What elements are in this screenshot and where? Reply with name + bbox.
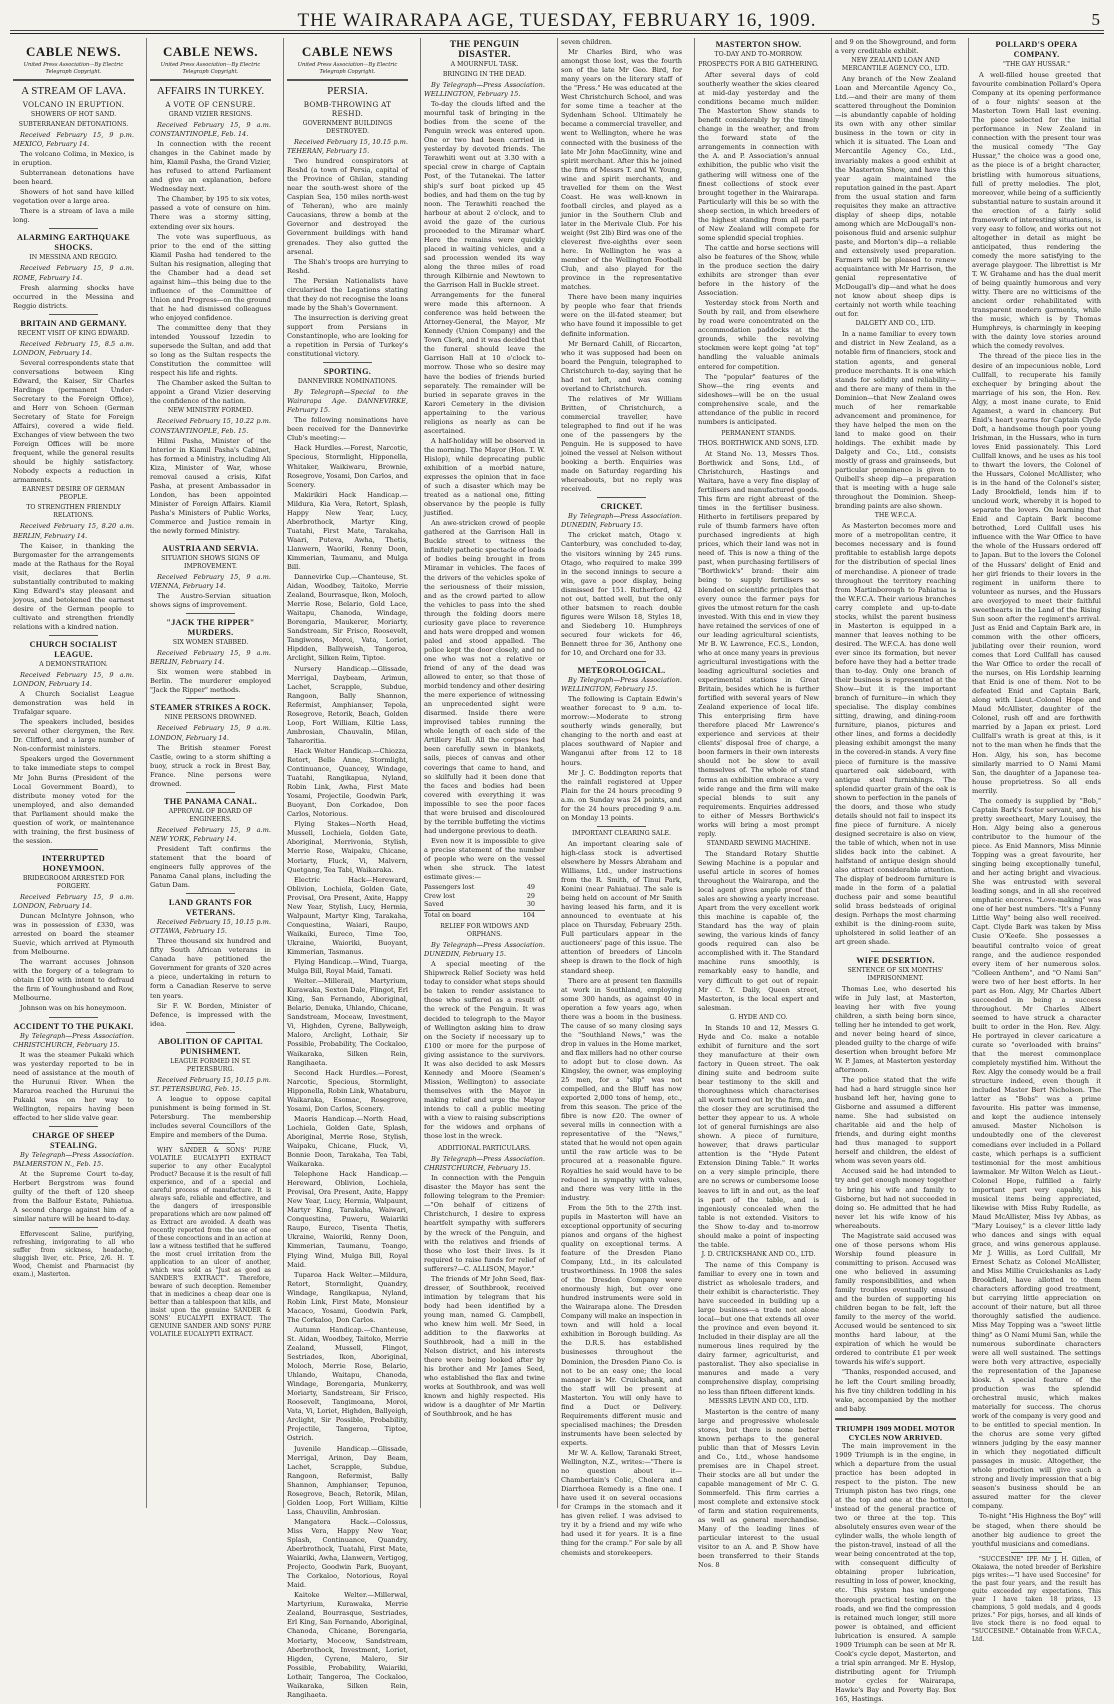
- paragraph: In Stands 10 and 12, Messrs G. Hyde and Co. make a notable exhibit of furniture and the sort they manufacture at their own factory in Queen street. The oak dining suite and bedroom suite bear testimony to the skill and thoroughness which characterises all work turned out by the firm, and the closer they are scrutinised the better they appear to us. A whole lot of general furnishings are also shown. A piece of furniture, however, that draws particular attention is the "Hyde Patent Extension Dining Table." It works on a very simple principle, there are no screws or cumbersome loose leaves to lift in and out, as the leaf is part of the table, and is ingeniously concealed when the table is not extended. Visitors to the Show to-day and to-morrow should make a point of inspecting the table.: [698, 1023, 819, 1249]
- casualty-list: [424, 883, 545, 919]
- paragraph: The following is Captain Edwin's weather forecast to 9 a.m. to-morrow:—Moderate to strong southerly winds generally, but changing to the north and east at places southward of Napier and Wanganui after from 12 to 18 hours.: [561, 695, 682, 767]
- paragraph: The Austro-Servian situation shows signs of improvement.: [150, 592, 271, 610]
- paragraph: The friends of Mr John Seed, flax-dresser, of Southbrook, received intimation by telegram that his body had been identified by a young man, named G. Campbell, who knew him well. Mr Seed, in addition to the flaxworks at Southbrook, had a mill in the Nelson district, and his interests there were being looked after by his brother and Mr James Seed, who established the flax and twine works at Southbrook, and was well known and highly respected. His widow is a daughter of Mr Martin of Southbrook, and he has: [424, 1274, 545, 1419]
- column-6: [695, 38, 822, 1570]
- paragraph: Hack Hurdles.—Forest, Narcotic, Specious, Stormlight, Hipponella, Whitaker, Waikiwaru, Brownie, Rosegrove, Yosami, Don Carlos, and Scenery.: [287, 444, 408, 489]
- divider: [1011, 1552, 1063, 1553]
- divider: [49, 849, 97, 850]
- article-subheading: VOLCANO IN ERUPTION.: [22, 100, 125, 109]
- paragraph: A well-filled house greeted that favourite combination Pollard's Opera Company at its opening performance of a four nights' season at the Masterton Town Hall last evening. The piece selected for the initial performance in New Zealand in connection with the present tour was the musical comedy "The Gay Hussar," the choice was a good one, as the piece is of a bright character, bristling with humorous situations, full of pretty melodies. The plot, moreover, while being of a sufficiently substantial nature to sustain around it the erection of a fairly solid framework of interesting situations, is very easy to follow, and works out not altogether in detail as might be anticipated, thus rendering the comedy the more satisfying to the average playgoer. The librettist is Mr T. W. Grahame and has the dual merit of being quaintly humorous and very witty. There are no witticisms of the ancient order rehabilitated with transparent modern garments, while the music, which is by Thomas Humphreys, is charmingly in keeping with the dainty love stories around which the comedy revolves.: [972, 71, 1101, 351]
- credit-line: United Press Association—By Electric Telegraph Copyright.: [297, 62, 398, 75]
- section-heading: CABLE NEWS: [301, 44, 394, 59]
- article-title: IMPORTANT CLEARING SALE.: [572, 829, 671, 837]
- article-title: BRITAIN AND GERMANY.: [20, 318, 127, 328]
- paragraph: Electric Hack—Hereward, Oblivion, Lochiela, Golden Gate, Provisal, Ora Present, Axite, Happy New Year, Stylish, Lucy, Hermia, Walpaunt, Martyr King, Tarakaha, Conquestina, Waiari, Raupo, Waikaiki, Eureco, Time Too, Ukraine, Waioriki, Buoyant, Kimmerian, Tasmanus.: [287, 875, 408, 956]
- list-item: Total on board 104: [424, 910, 545, 920]
- dateline: Received February 15, 9 p.m. MEXICO, February 14.: [13, 131, 134, 149]
- divider: [835, 1418, 956, 1420]
- paragraph: Tuparoa Hack Welter.—Mildura, Retort, Stormlight, Quandry, Windage, Rangikapua, Nyland, Robin Link, First Mate, Monsieur Macaco, Yosami, Goodwin Park, The Corkaloo, Don Carlos.: [287, 1270, 408, 1324]
- credit-line: United Press Association—By Electric Telegraph Copyright.: [23, 62, 124, 75]
- paragraph: The Persian Nationalists have circularised the Legations stating that they do not recognise the loans made by the Shah's Government.: [287, 276, 408, 312]
- article-title: SPORTING.: [323, 367, 372, 377]
- article-title: INTERRUPTED HONEYMOON.: [42, 853, 105, 873]
- divider: [49, 635, 97, 636]
- article-subheading: A VOTE OF CENSURE.: [165, 100, 256, 109]
- masthead-rule: [10, 30, 1104, 31]
- paragraph: Flying Stakes—North Head, Mussell, Lochiela, Golden Gate, Aboriginal, Merrivonia, Stylish, Merrie Rose, Waipaku, Chicane, Moriarty, Fluck, Vi, Malvern, Quetgang, Tea Tabi, Waikaraka.: [287, 820, 408, 874]
- paragraph: Thomas Lee, who deserted his wife in July last, at Masterton, leaving her with five young children, a sixth being born since, telling her he intended to get work, and never being heard of since, pleaded guilty to the charge of wife desertion when brought before Mr W. P. James, at Masterton yesterday afternoon.: [835, 984, 956, 1074]
- paragraph: Autumn Handicap.—Chanteuse, St. Aidan, Woodbey, Taitoko, Merrie Zealand, Mussell, Flingot, Sestriades, Ikon, Aboriginal, Moloch, Merrie Rose, Belario, Uhlando, Waitapu, Chanoda, Windage, Borengaria, Munkerry, Moriarty, Sandstream, Sir Frisco, Roosevelt, Tangimoana, Moroi, Vata, Vi, Loriet, Highden, Ballyeigh, Arclight, Sir Possible, Probability, Projectile, Tangeroa, Tiptoe, Ostrich.: [287, 1325, 408, 1443]
- paragraph: From the 5th to the 27th inst. pupils in Masterton will have an exceptional opportunity of securing pianos and organs of the highest quality on exceptional terms. A feature of the Dresden Piano Company, Ltd., in its calculated trustworthiness. In 1908 the sales of the Dresden Company were enormously high, but over one hundred instruments were sold in the Wairarapa alone. The Dresden Company will make an inspection in town and will hold a local exhibition in Borough building. As the D.R.S. has established businesses throughout the Dominion, the Dresden Piano Co. is not to be an easy one; the local manager is Mr. Cruickshank, and the staff will be present at Masterton. You will only have to find a Duct or Delivery. Requirements different music and specialised machines; the Dresden instruments have been selected by experts.: [561, 1203, 682, 1447]
- article-title: LAND GRANTS FOR VETERANS.: [168, 898, 253, 918]
- paragraph: Mr Charles Bird, who was amongst those lost, was the fourth son of the late Mr Geo. Bird, for many years on the literary staff of the "Press." He was educated at the West Christchurch School, and was for some time a teacher at the Sydenham School. Ultimately he became a commercial traveller, and went to Wellington, where he was connected with the business of the late Mr John MacGinnity, wine and spirit merchant. After this he joined the firm of Messrs T. and W. Young, wine and spirit merchants, and travelled for them on the West Coast. He was well-known in football circles, and played as a junior in the Southern Club and later in the Merivale Club. For his weight (9st 2lb) Bird was one of the cleverest five-eighths ever seen here. In Wellington he was a member of the Wellington Football Club, and also played for the province in the representative matches.: [561, 48, 682, 292]
- article-title: AFFAIRS IN TURKEY.: [156, 85, 265, 97]
- divider: [186, 613, 234, 614]
- list-item: Passengers lost 49: [424, 883, 535, 892]
- paragraph: The British steamer Forest Castle, owing to a storm shifting a buoy, struck a rock in Brest Bay, France. Nine persons were drowned.: [150, 743, 271, 788]
- dateline: By Telegraph—Press Association. WELLINGTON, February 15.: [424, 81, 545, 99]
- paragraph: To-day the clouds lifted and the mournful task of bringing in the bodies from the scene of the Penguin wreck was entered upon. One or two had been carried in yesterday by devoted friends. The Terawhiti went out at 3.30 with a special crew in charge of Captain Post, of the Tutanekai. The latter ship's surf boat picked up 45 bodies, and had them on the tug by noon. The Terawhiti reached the harbour at about 2 o'clock, and to avoid the gaze of the curious proceeded to the Miramar wharf. Here the remains were quickly placed in waiting vehicles, and a sad procession wended its way along the three miles of road through Kilbirnie and Newtown to the Garrison Hall in Buckle street.: [424, 100, 545, 290]
- paragraph: Masterton is the centre of many large and progressive wholesale stores, but there is none better known perhaps to the general public than that of Messrs Levin and Co., Ltd., whose handsome premises are in Chapel street. Their stocks are all but under the capable management of Mr C. G. Sommerfeld. This firm carries a most complete and extensive stock of farm and station requirements, as well as general merchandise. Many of the leading lines of particular interest to the usual visitor to an A. and P. Show have been transferred to their Stands Nos. 8: [698, 1407, 819, 1570]
- dateline: Received February 15, 9 a.m. NEW YORK, February 14.: [150, 825, 271, 843]
- article-subheading: BRIDEGROOM ARRESTED FOR FORGERY.: [22, 874, 125, 890]
- paragraph: Nursery Handicap.—Glissade, Merrigal, Daybeam, Arimun, Lachet, Scrapple, Subdue, Rangoon, Bally Shannon, Refermist, Amphianser, Tepola, Rosegrove, Retorik, Beach, Golden Loop, Fort William, Kiltie Lass, Ambrosian, Chauvalin, Milan, Taharoritia.: [287, 664, 408, 745]
- page-number: 5: [1091, 10, 1100, 29]
- article-title: METEOROLOGICAL.: [577, 666, 666, 676]
- paragraph: Flying Handicap.—Wind, Tuarga, Mulga Bill, Royal Maid, Tamati.: [287, 958, 408, 976]
- paragraph: Fresh alarming shocks have occurred in the Messina and Reggio districts.: [13, 283, 134, 310]
- article-subheading: RELIEF FOR WIDOWS AND ORPHANS.: [440, 923, 529, 939]
- column-3: [284, 38, 411, 1699]
- divider: [186, 539, 234, 540]
- article-subheading: G. HYDE AND CO.: [729, 1013, 788, 1021]
- paragraph: Speakers urged the Government to take immediate steps to compel Mr John Burns (President of the Local Government Board), to distribute money voted for the unemployed, and also demanded that Parliament should make the question of work, or maintenance with training, the first business of the session.: [13, 755, 134, 845]
- article-subheading: THE W.F.C.A.: [874, 512, 917, 520]
- dateline: Received February 15, 10.15 p.m. ST. PETERSBURG, Feb. 15.: [150, 1075, 271, 1093]
- column-2: [147, 38, 274, 1508]
- paragraph: The relatives of Mr William Britten, of Christchurch, a commercial traveller, have telegraphed to find out if he was one of the passengers by the Penguin. He is supposed to have joined the vessel at Nelson without booking a berth. Enquiries was made on Saturday regarding his whereabouts, but no reply was received.: [561, 394, 682, 494]
- divider: [186, 893, 234, 894]
- article-title: ACCIDENT TO THE PUKAKI.: [13, 1021, 134, 1031]
- paragraph: The speakers included, besides several other clergymen, the Rev. Dr. Clifford, and a large number of Non-conformist ministers.: [13, 718, 134, 754]
- article-subheading: LEAGUE FORMED IN ST. PETERSBURG.: [170, 1057, 251, 1073]
- article-subheading: EARNEST DESIRE OF GERMAN PEOPLE.: [22, 486, 125, 502]
- paragraph: President Taft confirms the statement that the board of engineers fully approves of the Panama Canal plans, including the Gatun Dam.: [150, 844, 271, 890]
- paragraph: "Thanks, responded accused, and he left the Court smiling broadly, his five tiny children toddling in his wake, accompanied by the mother and baby.: [835, 1368, 956, 1413]
- paragraph: The police stated that the wife had had a hard struggle since her husband left her, having gone to Gisborne and assumed a different name. She had subsisted on charitable aid and the help of friends, and during eight months had thus managed to support herself and children, the eldest of whom was seven years old.: [835, 1075, 956, 1166]
- article-subheading: SUBTERRANEAN DETONATIONS.: [18, 121, 129, 128]
- paragraph: In a name familiar to every town and district in New Zealand, as a notable firm of financiers, stock and station agents, and general produce merchants. It is one which stands for solidity and reliability—and there are many of them in the Dominion—that New Zealand owes much of her remarkable advancement and prominence, for they have helped the men on the land to make good on their holdings. The exhibit made by Dalgety and Co., Ltd., consists mostly of grass and grainseeds, but particular prominence is given to Quibell's sheep dip—a preparation that is meeting with a huge sale throughout the Dominion. Sheep-branding paints are also shown.: [835, 330, 956, 511]
- paragraph: Any branch of the New Zealand Loan and Mercantile Agency Co., Ltd.—and their are many of them scattered throughout the Dominion—is abundantly capable of holding its own with any other similar business in the town or city in which it is situated. The Loan and Mercantile Agency Co., Ltd., invariably makes a good exhibit at the Masterton Show, and have this year again maintained the reputation gained in the past. Apart from the usual station and farm requisites they make an attractive display of sheep dips, notable among which are McDougall's non-poisonous fluid and arsenic sulphur paste, and Morton's dip—a reliable and extensively used preparation. Farmers will be pleased to renew acquaintance with Mr Harrison, the genial representative of McDougall's dip—and what he does not know about sheep dips is certainly not worth while teaching out for.: [835, 75, 956, 319]
- article-subheading: DANNEVIRKE NOMINATIONS.: [297, 378, 398, 386]
- newspaper-title: THE WAIRARAPA AGE, TUESDAY, FEBRUARY 16, 1909.: [297, 10, 817, 31]
- paragraph: Three thousand six hundred and fifty South African veterans in Canada have petitioned the Government for grants of 320 acres a piece, undertaking in return to form a Canadian Reserve to serve ten years.: [150, 937, 271, 1000]
- divider: [323, 362, 371, 363]
- article-subheading: NINE PERSONS DROWNED.: [164, 714, 257, 722]
- list-item: Crew lost 29: [424, 891, 535, 900]
- article-title: ABOLITION OF CAPITAL PUNISHMENT.: [158, 1036, 263, 1056]
- dateline: Received February 15, 9 a.m. LONDON, February 14.: [13, 892, 134, 910]
- divider: [597, 661, 645, 662]
- paragraph: Showers of hot sand have killed vegetation over a large area.: [13, 188, 134, 206]
- dateline: Received February 15, 8.5 a.m. LONDON, February 14.: [13, 339, 134, 357]
- columns: [10, 38, 1104, 1704]
- paragraph: Six women were stabbed in Berlin. The murderer employed "Jack the Ripper" methods.: [150, 668, 271, 695]
- paragraph: Even now it is impossible to give a precise statement of the number of people who were on the vessel when she struck. The latest estimate gives:—: [424, 836, 545, 882]
- paragraph: An awe-stricken crowd of people gathered at the Garrison Hall in Buckle street to witness the infinitely pathetic spectacle of loads of bodies being brought in from Miramar in vehicles. The faces of the drivers of the vehicles spoke of the seriousness of their mission, and as the crowd parted to allow the vehicles to pass into the shed through the folding doors mere curiosity gave place to reverence and hats were dropped and women paled and stood appalled. The police kept the door closely, and no one who was not a relative or friend of any of the dead was allowed to enter, so that those of morbid tendency and other desiring the mere experience of witnessing an unprecedented sight were disarmed. Inside there were improvised tables running the whole length of each side of the Artillery Hall. All the corpses had been carefully sewn in blankets, sails, pieces of canvas and other coverings that came to hand, and so skilfully had it been done that the faces and bodies had been covered with everything it was impossible to see the poor faces that were bruised and discoloured by the terrible buffeting the victims had undergone previous to death.: [424, 519, 545, 835]
- article-subheading: SHOWERS OF HOT SAND.: [30, 111, 117, 118]
- divider: [287, 79, 408, 81]
- paragraph: The volcano Colima, in Mexico, is in eruption.: [13, 150, 134, 168]
- column-4: [421, 38, 548, 1508]
- dateline: By Telegraph—Press Association. CHRISTCHURCH, February 15.: [13, 1031, 134, 1049]
- paragraph: The insurrection is deriving great support from Persians in Constantinople, who are looking for a repetition in Persia of Turkey's constitutional victory.: [287, 313, 408, 359]
- paragraph: Arrangements for the funeral were made this afternoon. A conference was held between the Attorney-General, the Mayor, Mr Kennedy (Union Company) and the Town Clerk, and it was decided that the funeral should leave the Garrison Hall at 10 o'clock to-morrow. Those who so desire may have the bodies of friends buried separately. The remainder will be buried in separate graves in the Karori Cemetery in the division appertaining to the various religions as nearly as can be ascertained.: [424, 291, 545, 435]
- paragraph: The committee deny that they intended Youssouf Izzedin to supersede the Sultan, and add that so long as the Sultan respects the Constitution the committee will respect his life and rights.: [150, 324, 271, 378]
- dateline: Received February 15, 10.15 p.m. OTTAWA, February 15.: [150, 918, 271, 936]
- dateline: By Telegraph—Press Association. CHRISTCHURCH, February 15.: [424, 1155, 545, 1173]
- divider: [49, 314, 97, 315]
- paragraph: There have been many inquiries by people who fear that friends were on the ill-fated steamer, but who have found it impossible to get definite information.: [561, 293, 682, 338]
- divider: [13, 79, 134, 81]
- paragraph: A special meeting of the Shipwreck Relief Society was held today to consider what steps should be taken to render assistance to those who suffered as a result of the wreck of the Penguin. It was decided to telegraph to the Mayor of Wellington asking him to draw on the Society if necessary up to £100 or more for the purpose of giving assistance to the survivors. It was also decided to ask Messrs Kennedy and Moore (Seamen's Mission, Wellington) to associate themselves with the Mayor in making relief and urge the Mayor intends to call a public meeting with a view to raising subscriptions for the widows and orphans of those lost in the wreck.: [424, 960, 545, 1141]
- article-subheading: SIX WOMEN STABBED.: [172, 639, 249, 647]
- paragraph: There are at present ten flaxmills at work in Southland, employing some 300 hands, as against 40 in operation a few years ago, when there was a boom in the business. The cause of so many closing says the "Southland News," was the drop in values in the Home market, and flax millers had no other course to adopt but to close down. As Kingsley, the owner, was employing 25 men, for a "slip" was not compelled, and the Bluff has now exported 2,000 tons of hemp, etc., from this season. The price of the fibre is now £20. The owner of several mills in connection with a representative of the "News," stated that he would not open again until the raw article was to be procured at a reasonable figure. Royalties he said would have to be reduced in sympathy with values, and there was very little in the industry.: [561, 976, 682, 1202]
- paragraph: The warrant accuses Johnson with the forgery of a telegram to obtain £100 with intent to defraud the firm of Younghusband and Row, Melbourne.: [13, 958, 134, 1003]
- article-title: WIFE DESERTION.: [856, 955, 935, 965]
- paragraph: After several days of cold southerly weather the skies cleared at mid-day yesterday and the conditions became much milder. The Masterton Show stands to benefit considerably by the timely change in the weather, and from the forward state of the arrangements in connection with the A. and P. Association's annual exhibition, the public who visit the gathering will witness one of the finest collections of stock ever brought together in the Wairarapa. Particularly will this be so with the sheep section, in which breeders of the highest standing from all parts of New Zealand will compete for some splendid special trophies.: [698, 71, 819, 242]
- dateline: Received February 15, 9 a.m. LONDON, February 14.: [13, 671, 134, 689]
- paragraph: Mr J. C. Boddington reports that the rainfall registered at Upper Plain for the 24 hours preceding 9 a.m. on Sunday was 24 points, and for the 24 hours preceding 9 a.m. on Monday 13 points.: [561, 768, 682, 822]
- paragraph: An important clearing sale of high-class stock is advertised elsewhere by Messrs Abraham and Williams, Ltd., under instructions from the R. Smith, of Tinui Park, Konini (near Pahiatua). The sale is being held on account of Mr Smith having leased his farm, and it is announced to eventuate at his place on Thursday, February 25th. Full particulars appear in the auctioneers' page of this issue. The attention of breeders of Lincoln sheep is drawn to the flock of high standard sheep.: [561, 839, 682, 975]
- article-subheading: ADDITIONAL PARTICULARS.: [438, 1145, 531, 1153]
- paragraph: The comedy is supplied by "Bob," Captain Bark's foster servant, and his pretty sweetheart, Mary Louisey, the Hon. Algy being also a generous contributor to the humour of the piece. As Enid Mannors, Miss Minnie Topping was a great favourite, her singing being exceptionally tuneful, and her acting bright and vivacious. She was entrusted with several leading songs, and in all she received emphatic encores. "Love-making" was one of her best numbers. "It's a Funny Little Way" being also well received. Capt. Clyde Bark was taken by Miss Cusie O'Keefe. She possesses a beautiful contralto voice of great range, and the audience responded every item of her numerous solos. "Colleen Anthem", and "O Nami San" were two of her best efforts. In her part as Hon. Algy, Mr Charles Albert succeeded in being a success throughout. Mr Charles Albert seemed to have struck a character built to order in the Hon. Rev. Algy. He portrayed in clever caricature a curate so "overloaded with brains" that the merest commonplace completely mystified him. Without the Rev. Algy the comedy would be a frail structure indeed, even though it included Master Bert Nicholson. The latter as "Bobs" was a prime favourite. His patter was immense, and kept the audience intensely amused. Master Nicholson is undoubtedly one of the cleverest comedians ever included in a Pollard caste, which perhaps is a sufficient testimonial for the most ambitious lawmaker. Mr Wilton Welch as Lieut.-Colonel Hope, fulfilled a fairly important part very capably, his musical items being appreciated, likewise with Miss Ruby Rudelle, as Maud McAllister, Miss Ivy Abbas, as "Mary Louisey," is a clever little lady who dances and sings with equal grace, and wins generous applause. Mr J. Willis, as Lord Cullfall, Mr Ernest Schatz as Colonel McAllister, and Miss Millie Cruickshanks as Lady Brookfield, have allotted to them characters affording good treatment, but carrying little appreciation on account of their nature, but all three thoroughly satisfied the audience. Miss May Topping was a "sweet little thing" as O Nami Mumi San, while the numerous subordinate characters were all well sustained. The settings were both very attractive, especially the representation of the Japanese kiosk. A special feature of the production was the splendid orchestral music, which makes materially for success. The chorus work of the company is very good and to be entitled to special mention. In the chorus are some very gifted winners judging by the easy manner in which they negotiated difficult passages in music. Altogether, the whole production will give such a strong and lively impression that a big season's business should be an assured matter for the clever company.: [972, 796, 1101, 1511]
- article-subheading: GOVERNMENT BUILDINGS DESTROYED.: [302, 120, 393, 135]
- dateline: By Telegraph—Press Association. PALMERSTON N., Feb. 15.: [13, 1150, 134, 1169]
- masthead: [10, 8, 1104, 34]
- paragraph: In connection with the Penguin disaster the Mayor has sent the following telegram to the Premier:—"On behalf of citizens of Christchurch, I desire to express heartfelt sympathy with sufferers by the wreck of the Penguin, and with the relatives and friends of those who lost their lives. Is it required to raise funds for relief of sufferers?—C. ALLISON, Mayor.": [424, 1174, 545, 1273]
- paragraph: Several correspondents state that conversations between King Edward, the Kaiser, Sir Charles Hardinge (permanent Under-Secretary to the Foreign Office), and Herr von Schoen (German Secretary of State for Foreign Affairs), covered a wide field. Exchanges of view between the two Foreign Offices will be more frequent, while the general results should be highly satisfactory. Nobody expects a reduction in armaments.: [13, 358, 134, 485]
- paragraph: The main improvement in the 1909 Triumph is in the engine, in which a departure from the usual practice has been adopted in respect to the piston. The new Triumph piston has two rings, one at the top and one at the bottom, instead of the general practice of two or three at the top. This absolutely ensures even wear of the cylinder walls, the whole length of the piston-travel, instead of all the wear being concentrated at the top, with consequent difficulty of obtaining proper lubrication, resulting in loss of power, knocking, etc. This system has undergone thorough practical testing on the roads, and we find the compression is retained much longer, still more power is obtained, and efficient lubrication is ensured. A sample 1909 Triumph can be seen at Mr R. Cook's cycle depot, Masterton, and a trial spin arranged. Mr E. Hyslop, distributing agent for Triumph motor cycles for Wairarapa, Hawke's Bay and Poverty Bay. Box 165, Hastings.: [835, 1441, 956, 1704]
- section-heading: CABLE NEWS.: [25, 44, 122, 59]
- paragraph: As Masterton becomes more and more of a metropolitan centre, it becomes necessary and is found profitable to establish large depots for the distribution of special lines of merchandise. A pioneer of trade throughout the territory reaching from Martinborough to Pahiatua is the W.F.C.A. Their various branches carry complete and up-to-date stocks, whilst the parent business in Masterton is equipped in a manner that leaves nothing to be desired. The W.F.C.A. has done well ever since its formation, but never before have they had a better trade than to-day. Only one branch of their business is represented at the Show—but it is the important branch of furniture—in which they specialise. The display combines sitting, drawing, and dining-room furniture, pianos, pictures and other lines, and forms a decidedly pleasing exhibit amongst the many in the covered-in stands. A very fine piece of furniture is the massive quartered oak sideboard, with antique steel furnishings. The splendid quarter grain of the oak is shown to perfection in the panels of the doors, and those who study details should not fail to inspect its fine piece of furniture. A nicely designed secretaire is also on view, the table of which, when not in use slides back into the cabinet. A halfstand of antique design should also attract considerable attention. The display of bedroom furniture is made in the form of a palatial duchess pair and some beautiful solid brass bedsteads of original design. Perhaps the most charming exhibit is the dining-room suite, upholstered in solid leather of an art green shade.: [835, 522, 956, 947]
- paragraph: The vote was superfluous, as prior to the end of the sitting Kiamil Pasha had tendered to the Sultan his resignation, alleging that the Chamber had a dead set against him—this being due to the influence of the Committee of Union and Progress—on the ground that he had dismissed colleagues who enjoyed confidence.: [150, 232, 271, 322]
- paragraph: There is a stream of lava a mile long.: [13, 207, 134, 225]
- paragraph: Sir F. W. Borden, Minister of Defence, is impressed with the idea.: [150, 1001, 271, 1028]
- divider: [49, 1126, 97, 1127]
- article-subheading: A MOURNFUL TASK.: [450, 61, 519, 68]
- article-subheading: RECENT VISIT OF KING EDWARD.: [17, 329, 130, 337]
- article-title: THE PENGUIN DISASTER.: [449, 40, 520, 60]
- paragraph: Hilmi Pasha, Minister of the Interior in Kiamil Pasha's Cabinet, has formed a Ministry, including Ali Kiza, Minister of War, whose removal caused a crisis, Kifat Pasha, at present Ambassador in London, has been appointed Minister of Foreign Affairs. Kiamil Pasha's Ministers of Public Works, Commerce and Justice remain in the newly formed Ministry.: [150, 436, 271, 536]
- paragraph: At Stand No. 13, Messrs Thos. Borthwick and Sons, Ltd., of Christchurch, Hastings and Waitara, have a very fine display of fertilisers and manufactured goods. This firm are right abreast of the times in the fertiliser business. Hitherto in fertilisers prepared by rule of thumb farmers have often purchased ingredients at high prices, which their land was not in need of. This is now a thing of the past, when purchasing fertilisers of "Borthwick's" brand: their aim being to supply fertilisers so blended on scientific principles that every ounce the farmer pays for gives the utmost return for the cash invested. With this end in view they have retained the services of one of our leading agricultural scientists, Mr B. W. Lawrence, F.C.S., London, who at once many years in previous agricultural investigations with the leading agricultural societies and experimental stations in Great Britain, besides which he is further fortified with several years of New Zealand experience of local life. This enterprising firm have therefore placed Mr Lawrence's experience and services at their clients' disposal free of charge, a boon farmers in their own interests should not be slow to avail themselves of. The whole of stand forms an exhibition embrace a very wide range and the firm will make special blends to suit any requirements. Enquiries addressed to either of Messrs Borthwick's works will bring a most prompt reply.: [698, 449, 819, 838]
- article-subheading: THOS. BORTHWICK AND SONS, LTD.: [698, 439, 819, 447]
- paragraph: Accused said he had intended to try and get enough money together to bring his wife and family to Gisborne, but had not succeeded in doing so. He admitted that he had never let his wife know of his whereabouts.: [835, 1167, 956, 1230]
- paragraph: Makirikiri Hack Handicap.—Mildura, Kia Vera, Retort, Splash, Happy New Year, Lucy, Aberbrothock, Martyr King, Tuatahi, First Mate, Tarakaha, Waari, Puteva, Awha, Thetis, Llanwern, Waoriki, Renny Doon, Kimmerian, Taumanu, and Mulga Bill.: [287, 490, 408, 572]
- column-5: [558, 38, 685, 1557]
- paragraph: The name of this Company is familiar to every one in town and district as wholesale traders, and their exhibit is characteristic. They have succeeded in building up a large business—a trade not alone local—but one that extends all over the province and even beyond it. Included in their display are all the numerous lines required by the dairy farmer, agriculturist, and pastoralist. They also specialise in manures and made a very comprehensive display, comprising no less than fifteen different kinds.: [698, 1260, 819, 1396]
- dateline: Received February 15, 9 a.m. VIENNA, February 14.: [150, 573, 271, 591]
- list-item: Saved 30: [424, 900, 535, 909]
- divider: [49, 1227, 97, 1228]
- paragraph: Hack Welter Handicap.—Chiozza, Retort, Belle Anne, Stormlight, Continuance, Quancey, Windage, Tuatahi, Rangikapua, Nyland, Robin Link, Awha, First Mate Yosami, Projectile, Goodwin Park, Buoyant, Don Corkadoe, Don Carlos, Notorious.: [287, 746, 408, 819]
- paragraph: The cricket match, Otago v. Canterbury, was concluded to-day, the visitors winning by 245 runs. Otago, who required to make 399 in the second innings to secure a win, gave a poor display, being dismissed for 151. Rutherford, 42 not out, batted well, but the only other batsmen to reach double figures were Wilson 18, Styles 18, and Siedeberg 10. Humphreys secured four wickets for 46, Bennett three for 36, Anthony one for 10, and Orchard one for 33.: [561, 531, 682, 658]
- article-title: STEAMER STRIKES A ROCK.: [150, 703, 271, 713]
- divider: [49, 228, 97, 229]
- divider: [871, 951, 919, 952]
- paragraph: Second Hack Hurdles.—Forest, Narcotic, Specious, Stormlight, Hipponella, Robin Link, Whataburu, Waikaraka, Esomac, Rosegrove, Yosami, Don Carlos, Scenery.: [287, 1068, 408, 1113]
- article-subheading: BRINGING IN THE DEAD.: [442, 71, 527, 78]
- article-subheading: TO-DAY AND TO-MORROW.: [714, 51, 803, 58]
- divider: [597, 826, 645, 827]
- article-title: POLLARD'S OPERA COMPANY.: [995, 40, 1078, 59]
- section-heading: CABLE NEWS.: [162, 44, 259, 59]
- dateline: Received February 15, 9 a.m. CONSTANTINOPLE, Feb. 14.: [150, 121, 271, 139]
- paragraph: The following nominations have been received for the Dannevirke Club's meeting:—: [287, 416, 408, 443]
- paragraph: The thread of the piece lies in the desire of an impecunious noble, Lord Cullfall, to recuperate his family exchequer by bringing about the marriage of his son, the Hon. Rev. Algy, a most inane curate, to Enid Agamest, a ward in chancery. But Enid's heart yearns for Captain Clyde Doft, a handsome though poor young Irishman, in the Hussars, who in turn loves Enid passionately. This Lord Cullfall knows, and he uses as his tool to thwart the lovers, the Colonel of the Hussars, Colonel McAllister, who is in the hand of the Colonel's sister, Lady Brookfield, lends him if to uncloud work, whereby it is hoped to separate the lovers. On learning that Enid and Captain Bark become betrothed, Lord Cullfall uses his influence with the War Office to have the whole of the Hussars ordered off to Japan. But to the lovers the Colonel of the Hussars' delight of Enid and her girl friends to their lovers in the regiment in uniform there to volunteer as nurses, and the Hussars are overjoyed to meet their faithful sweethearts in the Land of the Rising Sun soon after the regiment's arrival. Just as Enid and Captain Bark are, in common with the other officers, jubilating over their reunion, word comes that Lord Cullfall has caused the War Office to order the recall of the nurses, on His Lordship learning that Enid is one of them. Not to be defeated Enid and Captain Bark, along with Lieut.-Colonel Hope and Maud McAllister, daughter of the Colonel, rush off and are forthwith married by a Japan ex priest. Lord Cullfall's wrath is great at this, is it not to the man when he finds that the Hon. Algy, his son, has become similarly married to O Nami Mami San, the daughter of a Japanese tea-house proprietress. So all ends merrily.: [972, 352, 1101, 795]
- article-title: PERSIA.: [327, 85, 368, 97]
- article-subheading: J. D. CRUICKSHANK AND CO., LTD.: [701, 1250, 816, 1258]
- advertisement: "SUCCESINE" IPF. Mr J. H. Gillen, of Okaiawa, the noted breeder of Berkshire pigs writes:—"I have used Succesine" for the past four years, and the result has quite exceeded my expectations. This year I have taken 18 prizes, 13 champions, 5 gold medals, and 4 goods prizes." For pigs, horses, and all kinds of live stock there is no food equal to "SUCCESINE." Obtainable from W.F.C.A., Ltd.: [972, 1555, 1101, 1643]
- article-title: THE PANAMA CANAL.: [164, 796, 257, 806]
- article-title: AUSTRIA AND SERVIA.: [162, 544, 259, 554]
- divider: [186, 1032, 234, 1033]
- divider: [49, 1017, 97, 1018]
- dateline: By Telegraph—Press Association. WELLINGTON, February 15.: [561, 676, 682, 694]
- article-subheading: PERMANENT STANDS.: [721, 429, 796, 437]
- column-1: [10, 38, 137, 1508]
- column-7: [832, 38, 959, 1704]
- paragraph: Mr Bernard Cahill, of Riccarton, who it was supposed had been on board the Penguin, telegraphed to Christchurch to-day, saying that he had not left, and was coming overland to Christchurch.: [561, 339, 682, 393]
- dateline: Received February 15, 9 a.m. LONDON, February 14.: [150, 724, 271, 742]
- paragraph: It was the steamer Pukaki which was yesterday reported to be in need of assistance at the mouth of the Hurunui River. When the Mararoa reached the Hurunui the Pukaki was on her way to Wellington, repairs having been effected to her slide valve gear.: [13, 1050, 134, 1122]
- column-8: [969, 38, 1104, 1643]
- advertisement: Effervescent Saline, purifying, refreshing, invigorating to all who suffer from sickness, headache, sluggish liver, etc. Price, 2/6. H. T. Wood, Chemist and Pharmacist (by exam.), Masterton.: [13, 1231, 134, 1279]
- credit-line: United Press Association—By Electric Telegraph Copyright.: [160, 62, 261, 75]
- divider: [186, 1143, 234, 1144]
- paragraph: Mr W. A. Kellow, Taranaki Street, Wellington, N.Z., writes:—"There is no question about it—Chamberlain's Colic, Cholera and Diarrhoea Remedy is a fine one. I have used it on several occasions for Cramps in the stomach and it has given relief. I was advised to try it by a friend and my wife who had used it for years. It is a fine thing for the cramp." For sale by all chemists and storekeepers.: [561, 1448, 682, 1557]
- article-title: ALARMING EARTHQUAKE SHOCKS.: [17, 233, 130, 253]
- paragraph: Welter.—Millerail, Martyrium, Kurawaka, Sexton Dale, Flingot, Erl King, San Fernando, Aboriginal, Belario, Denuka, Uhlando, Chicane, Sandstream, Moceaw, Investment, Vi, Highden, Cyrene, Ballyweigh, Maloro, Arclight, Lothair, Sir Possible, Probability, The Cockaloo, Waikaraka, Silken Rein, Rangihaeta.: [287, 977, 408, 1067]
- paragraph: Duncan McIntyre Johnson, who was in possession of £330, was arrested on board the steamer Suevic, which arrived at Plymouth from Melbourne.: [13, 912, 134, 957]
- article-title: MASTERTON SHOW.: [715, 40, 802, 49]
- paragraph: At the Supreme Court to-day, Herbert Bergstrom was found guilty of the theft of 120 sheep from the Balfour Estate, Pahiatua. A second charge against him of a similar nature will be heard to-day.: [13, 1170, 134, 1224]
- paragraph: In connection with the recent changes in the Cabinet made by him, Kiamil Pasha, the Grand Vizier, has refused to attend Parliament and give an explanation, before Wednesday next.: [150, 140, 271, 194]
- paragraph: The "popular" features of the Show—the ring events and sideshows—will be on the usual comprehensive scale, and the attendance of the public in record numbers is anticipated.: [698, 372, 819, 426]
- divider: [186, 792, 234, 793]
- article-subheading: "THE GAY HUSSAR.": [1003, 61, 1070, 68]
- article-subheading: MESSRS LEVIN AND CO., LTD.: [708, 1397, 809, 1405]
- article-title: TRIUMPH 1909 MODEL MOTOR CYCLES NOW ARRIVED.: [835, 1423, 956, 1442]
- divider: [186, 698, 234, 699]
- article-title: A STREAM OF LAVA.: [21, 85, 126, 97]
- article-title: CRICKET.: [600, 502, 643, 512]
- paragraph: The cattle and horse sections will also be features of the Show, while in the produce section the dairy exhibits are stronger than ever before in the history of the Association.: [698, 243, 819, 298]
- article-title: CHARGE OF SHEEP STEALING.: [32, 1130, 115, 1150]
- advertisement: WHY SANDER & SONS' PURE VOLATILE EUCALYPTI EXTRACT superior to any other Eucalyptol Product? Because it is the result of full experience, and of a special and careful process of manufacture. It is always safe, reliable and effective, and the dangers of irresponsible preparations which are now palmed off as Extract are avoided. A death was recently reported from the use of one of these concoctions and in an action at law a witness testified that he suffered the most cruel irritation from the application to an ulcer of another, which was sold as "Just as good as SANDER'S EXTRACT". Therefore, beware of such deception. Remember that in medicines a cheap dear one is better than a tablespoon that kills, and insist upon the genuine SANDER & SONS' EUCALYPTI EXTRACT. The GENUINE SANDER AND SONS' PURE VOLATILE EUCALYPTI EXTRACT.: [150, 1147, 271, 1339]
- paragraph: The Chamber asked the Sultan to appoint a Grand Vizier deserving the confidence of the nation.: [150, 379, 271, 406]
- article-title: "JACK THE RIPPER" MURDERS.: [166, 618, 255, 638]
- paragraph: Maoris Handicap.—North Head, Lochiela, Golden Gate, Splash, Aboriginal, Merrie Rose, Stylish, Waipaku, Chicane, Fluck, Vi, Bonnie Doon, Tarakaha, Tea Tabi, Waikaraka.: [287, 1114, 408, 1169]
- article-subheading: IN MESSINA AND REGGIO.: [29, 254, 118, 262]
- dateline: Received February 15, 9 a.m. BERLIN, February 14.: [150, 649, 271, 667]
- paragraph: Yesterday stock from North and South by rail, and from elsewhere by road were concentrated on the accommodation paddocks at the grounds, while the revolving stockmen were kept going "at top" handling the valuable animals entered for competition.: [698, 299, 819, 371]
- article-subheading: GRAND VIZIER RESIGNS.: [168, 111, 253, 118]
- dateline: By Telegraph—Press Association. DUNEDIN, February 15.: [424, 941, 545, 959]
- dateline: Received February 15, 10.15 p.m. TEHERAN, February 15.: [287, 138, 408, 156]
- paragraph: A half-holiday will be observed in the morning. The Mayor (Hon. T. W. Hislop), while deprecating public exhibition of a morbid nature, expresses the opinion that in face of such a disaster which may be treated as a national one, fitting observance by the people is fully justified.: [424, 436, 545, 518]
- paragraph: The Chamber, by 195 to six votes, passed a vote of censure on him. There was a stormy sitting, extending over six hours.: [150, 195, 271, 231]
- divider: [150, 79, 271, 81]
- divider: [597, 497, 645, 498]
- article-subheading: NEW MINISTRY FORMED.: [167, 407, 254, 415]
- article-title: CHURCH SOCIALIST LEAGUE.: [29, 640, 118, 660]
- paragraph: The Magistrate said accused was one of those persons whom His Worship found pleasure in committing to prison. Accused was one who believed in assuming family responsibilities, and when family troubles eventually ensued and the burden of supporting his children began to be felt, left the family to the mercy of the world. Accused would be sentenced to six months hard labour, at the expiration of which he would be ordered to contribute £1 per week towards his wife's support.: [835, 1231, 956, 1367]
- paragraph: To-night "His Highness the Boy" will be staged, when there should be another big audience to greet the youthful musicians and comedians.: [972, 1512, 1101, 1548]
- dateline: By Telegraph—Special to the Wairarapa Age. DANNEVIRKE, February 15.: [287, 388, 408, 415]
- article-subheading: NEW ZEALAND LOAN AND MERCANTILE AGENCY CO., LTD.: [841, 57, 950, 73]
- paragraph: Two hundred conspirators at Reshd (a town of Persia, capital of the Province of Ghilan, standing near the south-west shore of the Caspian Sea, 150 miles north-west of Teheran), who are mainly Caucasians, threw a bomb at the Governor and destroyed the Government buildings with hand grenades. They also gutted the arsenal.: [287, 157, 408, 256]
- paragraph: The Kaiser, in thanking the Burgomaster for the arrangements made at the Rathaus for the Royal visit, declares that Berlin substantially contributed to making King Edward's stay pleasant and joyous, and betokened the earnest desire of the German people to cultivate and strengthen friendly relations with a kindred nation.: [13, 541, 134, 631]
- paragraph: seven children.: [561, 38, 613, 46]
- article-subheading: APPROVAL OF BOARD OF ENGINEERS.: [168, 807, 253, 823]
- dateline: Received February 15, 10.22 p.m. CONSTANTINOPLE, Feb. 15.: [150, 417, 271, 435]
- article-subheading: STANDARD SEWING MACHINE.: [706, 839, 811, 847]
- paragraph: The Standard Rotary Shuttle Sewing Machine is a popular and useful article in scores of homes throughout the Wairarapa, and the local agent gives ample proof that sales are showing a yearly increase. Apart from the very excellent work this machine is capable of, the Standard has the way of plain sewing, the various kinds of fancy goods required can also be accomplished with it. The Standard machine runs smoothly, is remarkably easy to handle, and very difficult to get out of repair. Mr C. Y. Daily, Queen street, Masterton, is the local expert and salesman.: [698, 849, 819, 1012]
- article-subheading: TO STRENGTHEN FRIENDLY RELATIONS.: [26, 504, 121, 520]
- article-subheading: BOMB-THROWING AT RESHD.: [303, 100, 392, 118]
- article-subheading: DALGETY AND CO., LTD.: [855, 320, 936, 328]
- article-subheading: A DEMONSTRATION.: [39, 661, 108, 669]
- paragraph: A Church Socialist League demonstration was held in Trafalgar square.: [13, 690, 134, 717]
- paragraph: Dannevirke Cup.—Chanteuse, St. Aidan, Woodbey, Taitoko, Merrie Zealand, Bourrasque, Ikon, Moloch, Merrie Rose, Belario, Gold Lace, Waitapu, Chanoda, Windage, Borengaria, Maukerer, Moriarty, Sandstream, Sir Frisco, Roosevelt, Tangiwons, Moroi, Vata, Loriet, Hipdden, Ballyweish, Tangeroa, Arclight, Silken Reim, Tiptoe.: [287, 573, 408, 663]
- paragraph: Kaitoke Welter.—Millerwal, Martyrium, Kurawaka, Merrie Zealand, Bourrasque, Sestriades, Erl King, San Fernando, Aboriginal, Chanoda, Chicane, Borengaria, Moriarty, Moceow, Sandstream, Aberbrothock, Investment, Loriet, Higden, Cyrene, Malero, Sir Possible, Probability, Waiariki, Lothair, Tangeroa, The Cockaloo, Waikaraka, Silken Rein, Rangihaeta.: [287, 1591, 408, 1699]
- paragraph: A league to oppose capital punishment is being formed in St. Petersburg. The membership includes several Councillors of the Empire and members of the Duma.: [150, 1094, 271, 1139]
- paragraph: Juvenile Handicap.—Glissade, Merrigal, Arinon, Day Beam, Lachet, Scrapple, Subdue, Rangoon, Refermist, Bally Shannon, Amphianser, Tepunoa, Rosegrove, Beach, Retorik, Milan, Golden Loop, Fort William, Kiltie Lass, Chauvilin, Ambrosian.: [287, 1444, 408, 1516]
- dateline: Received February 15, 8.20 a.m. BERLIN, February 14.: [13, 522, 134, 540]
- paragraph: The Shah's troops are hurrying to Reshd.: [287, 257, 408, 275]
- article-subheading: SENTENCE OF SIX MONTHS' IMPRISONMENT.: [847, 966, 944, 982]
- paragraph: Johnson was on his honeymoon.: [20, 1004, 127, 1013]
- dateline: Received February 15, 9 a.m. ROME, February 14.: [13, 264, 134, 282]
- dateline: By Telegraph—Press Association. DUNEDIN, February 15.: [561, 512, 682, 530]
- article-subheading: PROSPECTS FOR A BIG GATHERING.: [698, 61, 819, 68]
- paragraph: Subterranean detonations have been heard.: [13, 169, 134, 187]
- article-subheading: SITUATION SHOWS SIGNS OF IMPROVEMENT.: [161, 555, 260, 571]
- paragraph: and 9 on the Showground, and form a very creditable exhibit.: [835, 38, 956, 56]
- paragraph: Mangatera Hack.—Colossus, Miss Vera, Happy New Year, Splash, Continuance, Quandry, Aberbrothock, Tuatahi, First Mate, Waiariki, Awha, Llanwern, Vertigog, Projecto, Goodwin Park, Buoyant, The Corkaloo, Notorious, Royal Maid.: [287, 1517, 408, 1590]
- paragraph: Telephone Hack Handicap.—Hereward, Oblivion, Lochiela, Provisal, Ora Present, Axite, Happy New Year, Lucy, Hermia, Walpaunt, Martyr King, Tarakaha, Waiwari, Conquestina, Puweru, Waiariki Raupo, Eureco, Tisenta Thetis, Ukraine, Waioriki, Renny Doon, Kimmerian, Taumanu, Toango, Flying Wind, Mulga Bill, Royal Maid.: [287, 1170, 408, 1269]
